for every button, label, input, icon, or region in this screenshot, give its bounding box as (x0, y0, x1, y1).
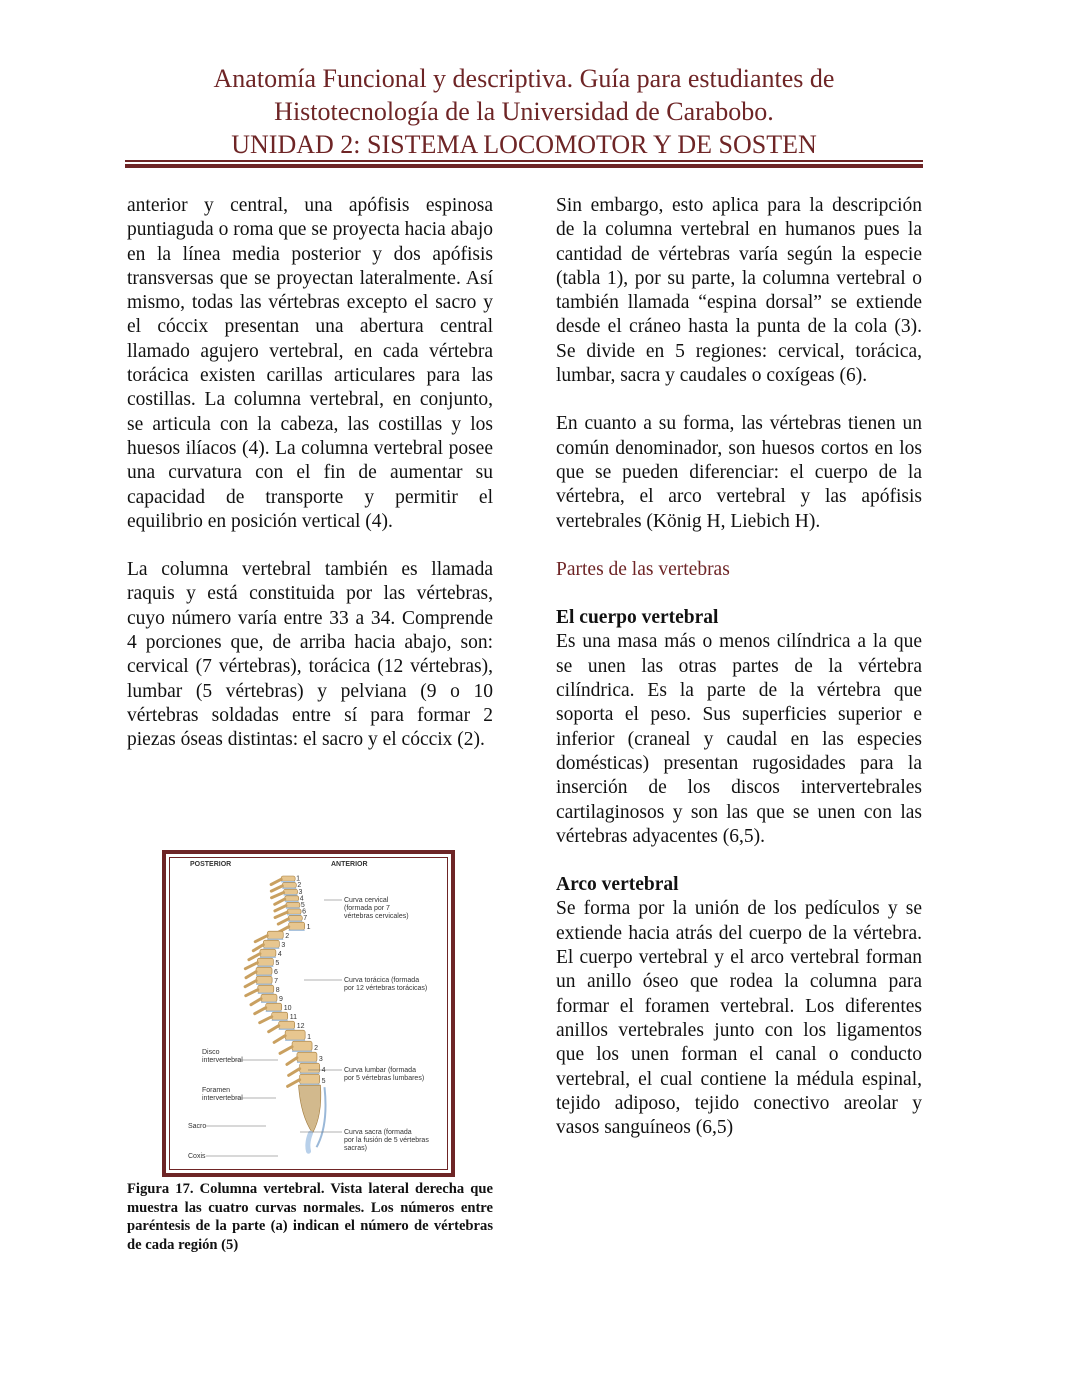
spinous-process (287, 1058, 297, 1065)
spinous-process (246, 990, 258, 996)
vertebra-number: 9 (279, 996, 283, 1004)
vertebra-body (272, 1012, 288, 1020)
vertebra-body (266, 1003, 282, 1011)
vertebra-number: 8 (275, 987, 280, 995)
vertebra-body (289, 922, 305, 930)
vertebra-body (300, 1063, 320, 1073)
intervertebral-disc (261, 1002, 277, 1003)
intervertebral-disc (287, 914, 301, 915)
vertebra-body (284, 889, 298, 894)
intervertebral-disc (292, 1051, 312, 1052)
vertebra-body (300, 1074, 320, 1084)
vertebra-number: 3 (298, 888, 303, 896)
vertebra-number: 1 (306, 924, 311, 932)
right-paragraph-3: Es una masa más o menos cilíndrica a la que se unen las otras partes de la vértebra cilíndrica. Es la parte de la vértebra que soporta el peso. Sus superficies superior e inferior (craneal y caudal en las especies domésticas) presentan rugosidades para la inserción de los discos intervertebrales cartilaginosos y son las que se unen con las vértebras adyacentes (6,5). (556, 631, 922, 847)
label-curva-cervical: Curva cervical (344, 897, 389, 904)
vertebra-number: 7 (303, 915, 308, 923)
label-curva-lumbar: por 5 vértebras lumbares) (344, 1075, 425, 1082)
intervertebral-disc (263, 948, 279, 949)
left-paragraph-1: anterior y central, una apófisis espinosa puntiaguda o roma que se proyecta hacia abajo en la línea media posterior y dos apófisis transversas que se proyectan lateralmente. Así mismo, todas las vértebras excepto el sacro y el cóccix presentan una abertura central llamado agujero vertebral, en cada vértebra torácica existen carillas articulares para las costillas. La columna vertebral, en conjunto, se articula con la cabeza, las costillas y los huesos ilíacos (4). La columna vertebral posee una curvatura con el fin de aumentar su capacidad de transporte y permitir el equilibrio en posición vertical (4). (127, 195, 493, 532)
spinous-process (255, 1008, 266, 1014)
spinous-process (275, 899, 285, 904)
page-header (125, 62, 923, 161)
intervertebral-disc (258, 993, 274, 994)
vertebra-number: 4 (299, 895, 304, 903)
spinous-process (260, 1017, 272, 1023)
header-rule-thin (125, 160, 923, 162)
sacrum-shape (299, 1085, 321, 1133)
label-anterior: ANTERIOR (331, 861, 368, 868)
vertebra-body (258, 985, 274, 993)
vertebra-number: 12 (296, 1023, 305, 1031)
vertebra-number: 3 (318, 1056, 323, 1064)
spinous-process (271, 886, 282, 891)
label-foramen-intervertebral: intervertebral (202, 1095, 243, 1102)
vertebra-body (279, 1021, 295, 1029)
section-subheading: Partes de las vertebras (556, 558, 730, 580)
intervertebral-disc (272, 1020, 288, 1021)
label-curva-sacra: sacras) (344, 1145, 367, 1152)
vertebra-body (256, 976, 272, 984)
vertebra-number: 3 (281, 942, 286, 950)
intervertebral-disc (284, 894, 298, 895)
vertebra-number: 2 (297, 882, 302, 890)
vertebra-number: 1 (307, 1034, 312, 1042)
figure-caption: Figura 17. Columna vertebral. Vista lateral derecha que muestra las cuatro curvas normales. Los números entre paréntesis de la parte (a) indican el número de vértebras de cada región (5) (127, 1181, 493, 1253)
intervertebral-disc (266, 1011, 282, 1012)
intervertebral-disc (300, 1073, 320, 1074)
label-curva-cervical: (formada por 7 (344, 905, 390, 912)
right-paragraph-4: Se forma por la unión de los pedículos y se extiende hacia atrás del cuerpo de la vértebra. El cuerpo vertebral y el arco vertebral forman un anillo óseo que rodea la columna para formar el foramen vertebral. Los diferentes anillos vertebrales junto con los ligamentos que los unen forman el canal o conducto vertebral, el cual contiene la médula espinal, tejido adiposo, tejido conectivo areolar y vasos sanguíneos (6,5) (556, 898, 922, 1139)
coccyx-shape (308, 1133, 311, 1151)
left-column (127, 194, 493, 753)
header-line-2: Histotecnología de la Universidad de Carabobo. (274, 97, 774, 126)
vertebra-body (281, 876, 295, 881)
right-column (556, 194, 922, 1140)
vertebra-number: 5 (321, 1078, 326, 1086)
vertebra-body (282, 883, 296, 888)
vertebra-number: 2 (285, 933, 290, 941)
heading-cuerpo-vertebral: El cuerpo vertebral (556, 607, 719, 629)
vertebra-number: 10 (283, 1005, 292, 1013)
left-paragraph-2: La columna vertebral también es llamada raquis y está constituida por las vértebras, cuyo número varía entre 33 a 34. Comprende 4 porciones que, de arriba hacia abajo, son: cervical (7 vértebras), torácica (12 vértebras), lumbar (5 vértebras) y pelviana (9 o 10 vértebras soldadas entre sí para formar 2 piezas óseas distintas: el sacro y el cóccix (2). (127, 559, 493, 751)
label-disco-intervertebral: Disco (202, 1049, 220, 1056)
header-line-3: UNIDAD 2: SISTEMA LOCOMOTOR Y DE SOSTEN (231, 130, 817, 159)
vertebra-body (263, 940, 279, 948)
vertebra-body (257, 958, 273, 966)
intervertebral-disc (281, 881, 295, 882)
intervertebral-disc (282, 888, 296, 889)
label-coxis: Coxis (188, 1153, 206, 1160)
header-line-1: Anatomía Funcional y descriptiva. Guía para estudiantes de (213, 64, 835, 93)
spinous-process (275, 906, 286, 911)
spinous-process (289, 1069, 300, 1076)
vertebra-body (261, 994, 277, 1002)
intervertebral-disc (256, 975, 272, 976)
intervertebral-disc (300, 1084, 320, 1085)
intervertebral-disc (285, 901, 299, 902)
spinous-process (251, 999, 261, 1005)
label-curva-toracica: por 12 vértebras torácicas) (344, 985, 428, 992)
label-posterior: POSTERIOR (190, 861, 232, 868)
spinous-process (280, 1047, 292, 1054)
vertebra-number: 4 (321, 1067, 326, 1075)
label-curva-sacra: por la fusión de 5 vértebras (344, 1137, 429, 1144)
intervertebral-disc (285, 1040, 305, 1041)
intervertebral-disc (260, 957, 276, 958)
intervertebral-disc (289, 930, 305, 931)
label-curva-cervical: vértebras cervicales) (344, 913, 409, 920)
vertebra-body (288, 916, 302, 921)
label-curva-lumbar: Curva lumbar (formada (344, 1067, 416, 1074)
vertebrae-group (245, 876, 325, 1151)
spinous-process (272, 893, 284, 898)
vertebra-body (285, 1030, 305, 1040)
intervertebral-disc (297, 1062, 317, 1063)
spinous-process (275, 912, 287, 917)
spinous-process (288, 1080, 300, 1087)
intervertebral-disc (288, 921, 302, 922)
intervertebral-disc (257, 966, 273, 967)
vertebra-number: 6 (274, 969, 278, 977)
vertebra-number: 4 (277, 951, 282, 959)
vertebra-body (286, 902, 300, 907)
spine-figure (162, 850, 455, 1177)
vertebra-body (292, 1041, 312, 1051)
vertebra-body (260, 949, 276, 957)
vertebra-number: 6 (302, 908, 307, 916)
vertebra-number: 11 (289, 1014, 297, 1022)
vertebra-body (297, 1052, 317, 1062)
intervertebral-disc (279, 1029, 295, 1030)
label-disco-intervertebral: intervertebral (202, 1057, 243, 1064)
vertebra-body (267, 931, 283, 939)
label-foramen-intervertebral: Foramen (202, 1087, 231, 1094)
vertebra-body (287, 909, 301, 914)
spinous-process (274, 1036, 285, 1043)
vertebra-body (256, 967, 272, 975)
vertebra-number: 5 (275, 960, 280, 968)
label-sacro: Sacro (188, 1123, 207, 1130)
header-rule-thick (125, 164, 923, 168)
label-curva-toracica: Curva torácica (formada (344, 977, 420, 984)
vertebra-number: 1 (296, 875, 301, 883)
spinous-process (245, 981, 256, 987)
spine-illustration (166, 854, 451, 1173)
spinous-process (246, 972, 256, 978)
right-paragraph-1: Sin embargo, esto aplica para la descripción de la columna vertebral en humanos pues la cantidad de vértebras varía según la especie (tabla 1), por su parte, la columna vertebral o también llamada “espina dorsal” se extiende desde el cráneo hasta la punta de la cola (3). Se divide en 5 regiones: cervical, torácica, lumbar, sacra y caudales o coxígeas (6). (556, 195, 922, 387)
intervertebral-disc (267, 939, 283, 940)
right-paragraph-2: En cuanto a su forma, las vértebras tienen un común denominador, son huesos cortos en los que se pueden diferenciar: el cuerpo de la vértebra, el arco vertebral y las apófisis vertebrales (König H, Liebich H). (556, 413, 922, 532)
label-curva-sacra: Curva sacra (formada (344, 1129, 412, 1136)
intervertebral-disc (256, 984, 272, 985)
spinous-process (245, 963, 257, 969)
vertebra-body (285, 896, 299, 901)
vertebra-number: 2 (314, 1045, 318, 1053)
vertebra-number: 7 (274, 978, 279, 986)
vertebra-number: 5 (300, 902, 305, 909)
spinous-process (269, 1026, 279, 1032)
spinous-process (278, 919, 288, 924)
heading-arco-vertebral: Arco vertebral (556, 874, 679, 896)
spinous-process (271, 879, 281, 884)
intervertebral-disc (286, 907, 300, 908)
